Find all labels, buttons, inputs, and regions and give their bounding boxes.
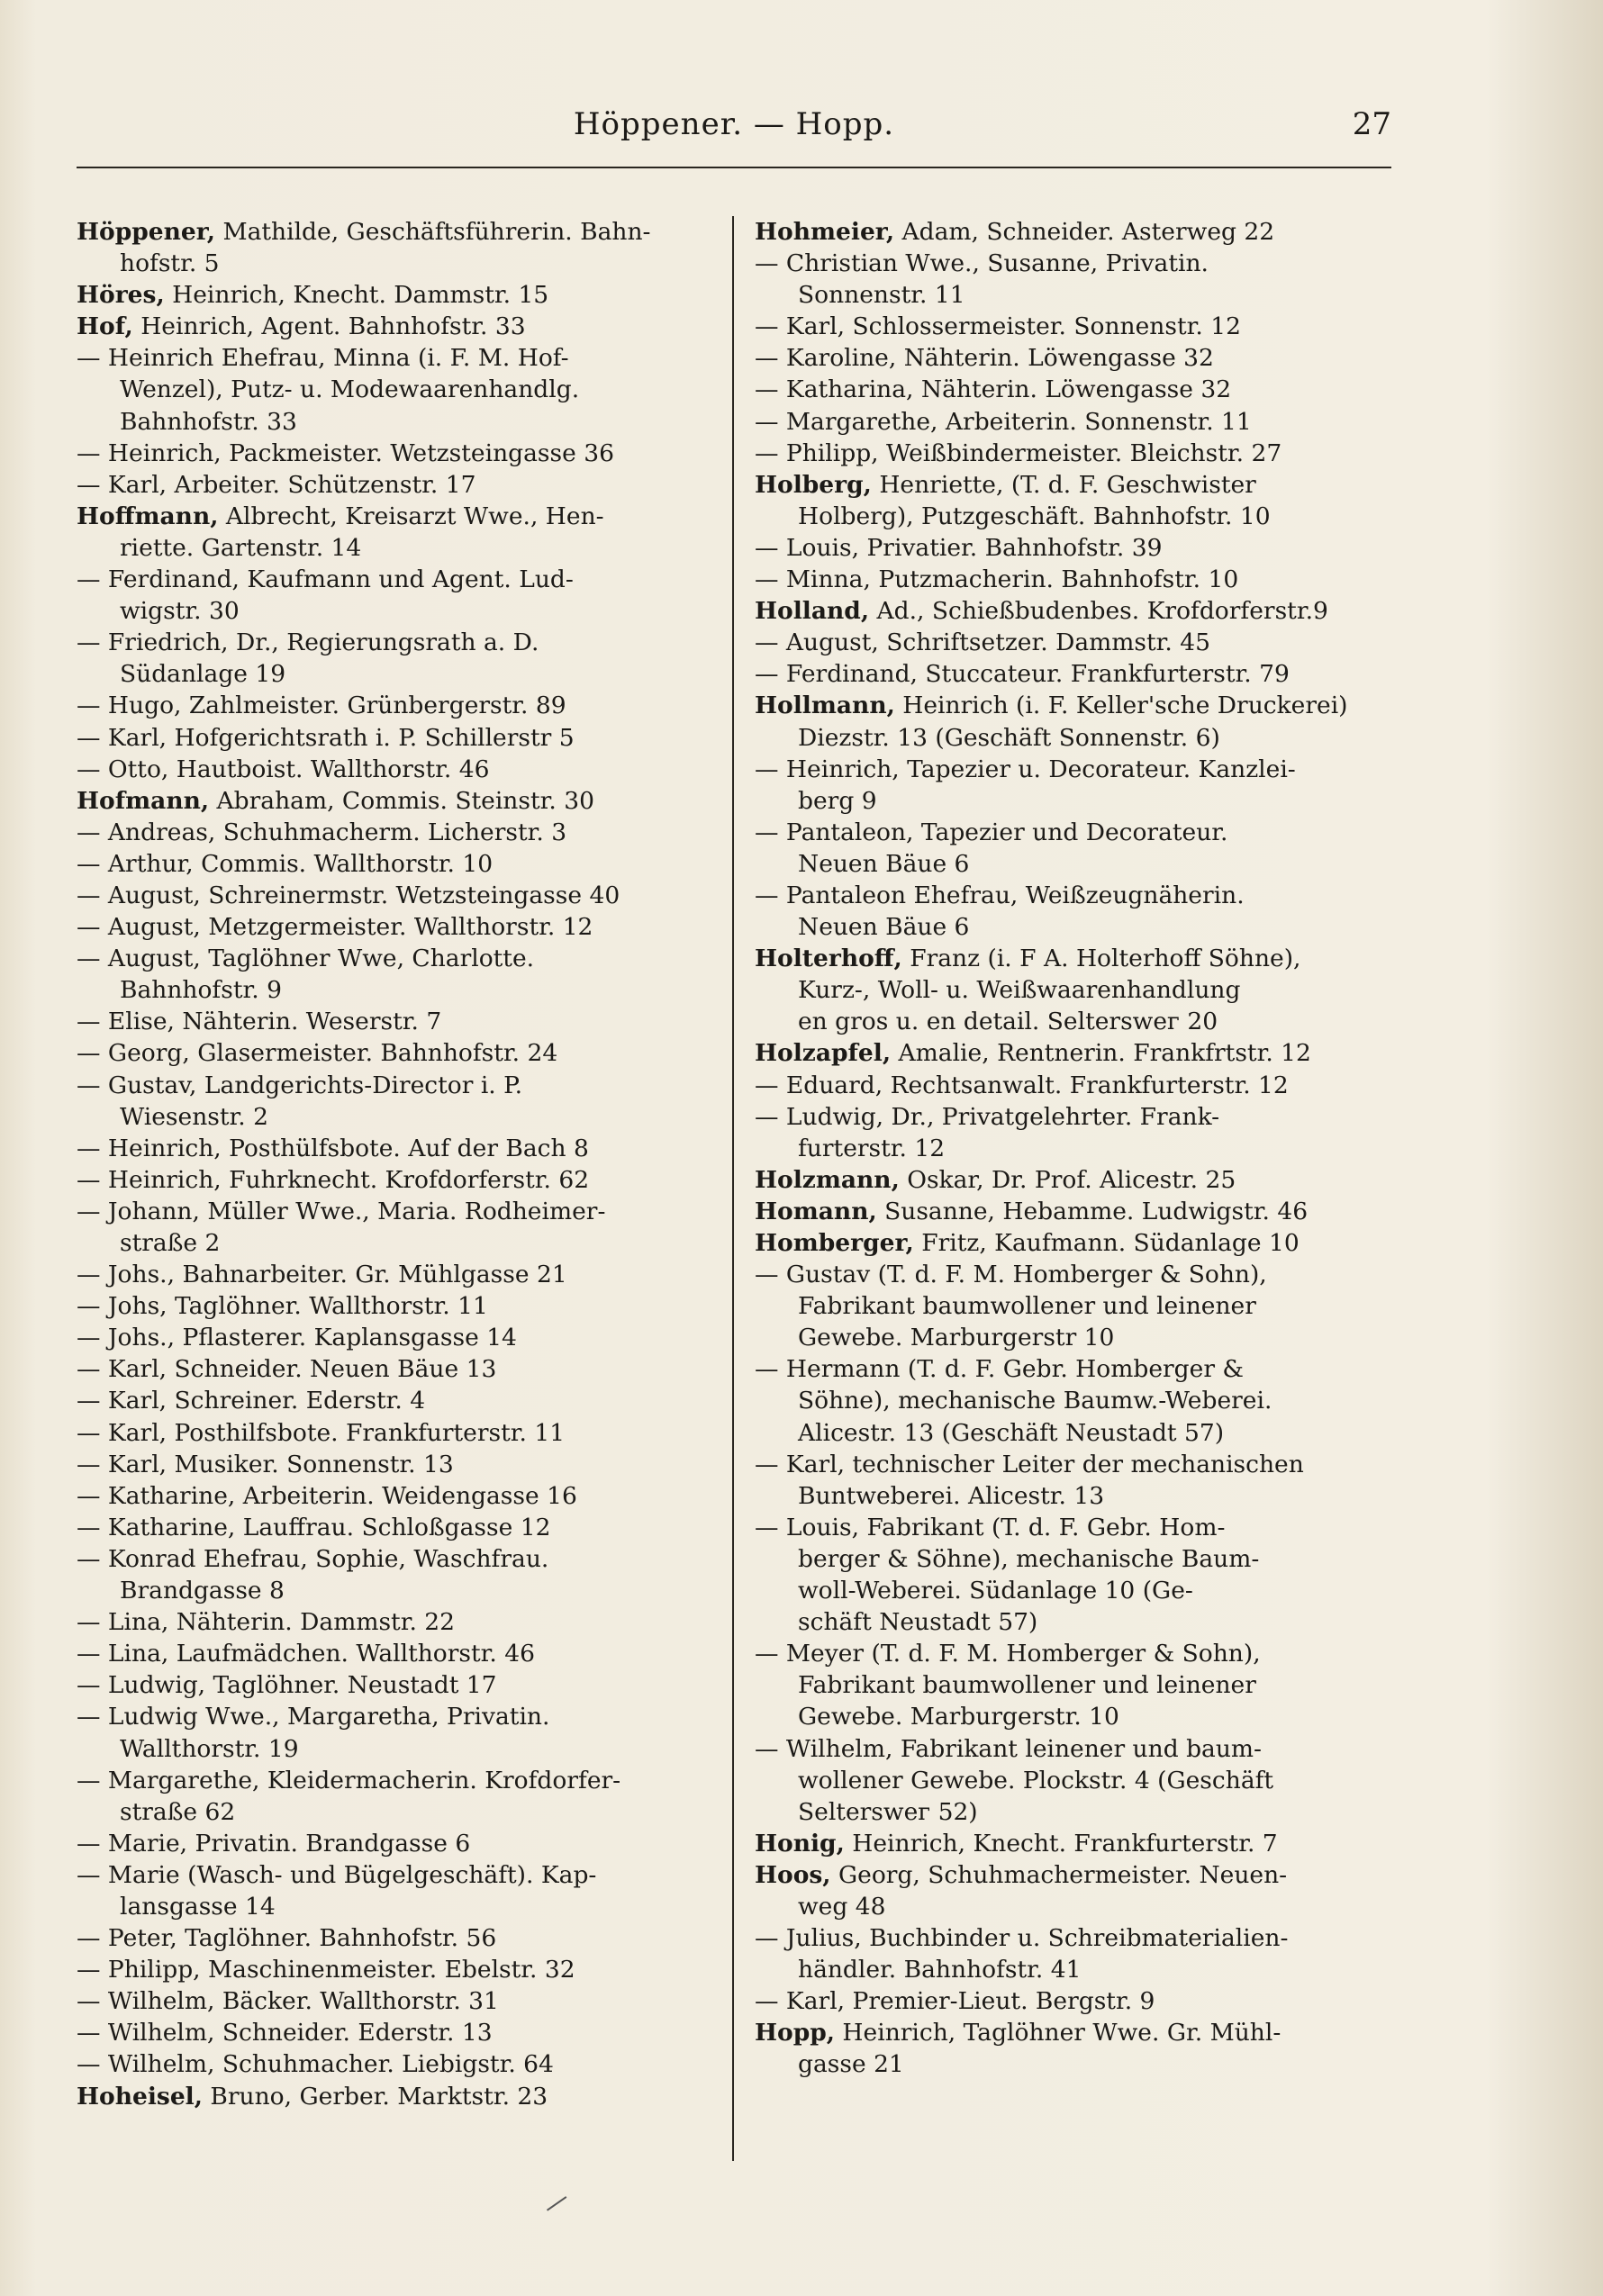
directory-entry-line <box>77 1133 711 1164</box>
entry-text: — Konrad Ehefrau, Sophie, Waschfrau. <box>77 1544 549 1573</box>
entry-text: — Ludwig Wwe., Margaretha, Privatin. <box>77 1703 550 1731</box>
entry-text: Gewebe. Marburgerstr. 10 <box>798 1703 1119 1731</box>
entry-text: Susanne, Hebamme. Ludwigstr. 46 <box>876 1197 1309 1225</box>
entry-text: — Louis, Fabrikant (T. d. F. Gebr. Hom- <box>755 1513 1226 1541</box>
directory-entry-line <box>77 1259 711 1290</box>
entry-text: — Margarethe, Arbeiterin. Sonnenstr. 11 <box>755 407 1252 436</box>
directory-entry-line <box>77 1196 711 1227</box>
directory-entry-line <box>755 406 1391 438</box>
entry-text: Neuen Bäue 6 <box>798 913 970 942</box>
entry-text: — Ferdinand, Stuccateur. Frankfurterstr. 79 <box>755 660 1290 689</box>
entry-text: Oskar, Dr. Prof. Alicestr. 25 <box>899 1165 1236 1194</box>
directory-entry-line <box>77 1290 711 1322</box>
entry-text: — Karl, Premier-Lieut. Bergstr. 9 <box>755 1987 1155 2016</box>
entry-surname: Homann, <box>755 1197 877 1225</box>
directory-entry-line <box>755 1828 1391 1859</box>
directory-entry-line <box>77 1922 711 1954</box>
entry-text: Bahnhofstr. 9 <box>120 976 282 1005</box>
directory-entry-line <box>77 1353 711 1385</box>
directory-entry-line <box>77 1891 711 1922</box>
entry-surname: Hopp, <box>755 2019 835 2047</box>
directory-entry-line <box>755 1638 1391 1669</box>
ink-mark <box>538 2183 567 2210</box>
entry-text: — Marie, Privatin. Brandgasse 6 <box>77 1829 471 1858</box>
entry-text: Diezstr. 13 (Geschäft Sonnenstr. 6) <box>798 723 1220 752</box>
entry-text: weg 48 <box>798 1892 886 1921</box>
directory-entry-line <box>755 1669 1391 1701</box>
directory-entry-line <box>755 880 1391 911</box>
directory-entry-line <box>77 311 711 342</box>
directory-entry-line <box>77 406 711 438</box>
directory-entry-line <box>755 532 1391 564</box>
entry-text: Heinrich, Knecht. Dammstr. 15 <box>164 281 549 310</box>
directory-entry-line <box>755 1385 1391 1416</box>
directory-entry-line <box>77 501 711 532</box>
directory-entry-line <box>77 564 711 595</box>
directory-entry-line <box>77 1669 711 1701</box>
entry-text: — Hermann (T. d. F. Gebr. Homberger & <box>755 1355 1245 1384</box>
entry-text: — Gustav, Landgerichts-Director i. P. <box>77 1071 523 1099</box>
entry-text: — Margarethe, Kleidermacherin. Krofdorfer- <box>77 1766 621 1794</box>
entry-text: — Eduard, Rechtsanwalt. Frankfurterstr. 12 <box>755 1071 1289 1099</box>
entry-text: Abraham, Commis. Steinstr. 30 <box>209 786 594 815</box>
directory-entry-line <box>755 374 1391 405</box>
entry-text: — Karl, Hofgerichtsrath i. P. Schillerstr 5 <box>77 723 575 752</box>
entry-text: — Georg, Glasermeister. Bahnhofstr. 24 <box>77 1039 558 1068</box>
entry-text: — Johann, Müller Wwe., Maria. Rodheimer- <box>77 1197 606 1225</box>
directory-entry-line <box>755 1733 1391 1765</box>
directory-entry-line <box>755 2017 1391 2048</box>
entry-text: — Meyer (T. d. F. M. Homberger & Sohn), <box>755 1640 1261 1668</box>
directory-entry-line <box>755 1259 1391 1290</box>
directory-entry-line <box>77 1385 711 1416</box>
entry-text: — Wilhelm, Fabrikant leinener und baum- <box>755 1734 1262 1763</box>
entry-text: woll-Weberei. Südanlage 10 (Ge- <box>798 1577 1193 1605</box>
entry-text: — Johs, Taglöhner. Wallthorstr. 11 <box>77 1292 488 1321</box>
directory-entry-line <box>77 658 711 690</box>
directory-entry-line <box>77 690 711 721</box>
entry-text: Wallthorstr. 19 <box>120 1734 299 1763</box>
directory-entry-line <box>755 469 1391 501</box>
directory-entry-line <box>755 1796 1391 1828</box>
directory-entry-line <box>755 722 1391 754</box>
directory-entry-line <box>77 880 711 911</box>
directory-entry-line <box>755 1543 1391 1575</box>
directory-entry-line <box>755 564 1391 595</box>
page-header <box>77 106 1391 160</box>
entry-text: — Lina, Laufmädchen. Wallthorstr. 46 <box>77 1640 535 1668</box>
entry-text: — August, Metzgermeister. Wallthorstr. 12 <box>77 913 593 942</box>
entry-text: — Karoline, Nähterin. Löwengasse 32 <box>755 344 1214 373</box>
directory-entry-line <box>77 1606 711 1638</box>
entry-text: Ad., Schießbudenbes. Krofdorferstr.9 <box>869 597 1328 626</box>
directory-entry-line <box>77 1037 711 1069</box>
directory-entry-line <box>755 1164 1391 1196</box>
entry-text: Heinrich, Agent. Bahnhofstr. 33 <box>132 312 526 341</box>
entry-text: wigstr. 30 <box>120 597 240 626</box>
directory-entry-line <box>755 342 1391 374</box>
directory-entry-line <box>755 1480 1391 1512</box>
directory-entry-line <box>755 1133 1391 1164</box>
entry-text: Südanlage 19 <box>120 660 286 689</box>
entry-text: Buntweberei. Alicestr. 13 <box>798 1481 1105 1510</box>
entry-surname: Hof, <box>77 312 133 341</box>
entry-surname: Homberger, <box>755 1229 914 1257</box>
entry-text: — Pantaleon Ehefrau, Weißzeugnäherin. <box>755 881 1245 909</box>
entry-text: — Karl, Schreiner. Ederstr. 4 <box>77 1387 426 1415</box>
directory-entry-line <box>77 342 711 374</box>
directory-entry-line <box>755 817 1391 848</box>
entry-text: — Pantaleon, Tapezier und Decorateur. <box>755 818 1228 846</box>
entry-text: — Heinrich Ehefrau, Minna (i. F. M. Hof- <box>77 344 569 373</box>
directory-entry-line <box>77 1701 711 1732</box>
directory-entry-line <box>755 1449 1391 1480</box>
directory-entry-line <box>77 848 711 880</box>
directory-entry-line <box>755 1891 1391 1922</box>
directory-entry-line <box>755 1606 1391 1638</box>
entry-text: — Karl, technischer Leiter der mechanischen <box>755 1450 1304 1478</box>
directory-entry-line <box>755 658 1391 690</box>
directory-entry-line <box>755 1322 1391 1353</box>
directory-entry-line <box>77 279 711 311</box>
entry-text: wollener Gewebe. Plockstr. 4 (Geschäft <box>798 1766 1274 1794</box>
entry-text: — Hugo, Zahlmeister. Grünbergerstr. 89 <box>77 692 566 720</box>
entry-text: Franz (i. F A. Holterhoff Söhne), <box>901 945 1301 973</box>
entry-text: — Elise, Nähterin. Weserstr. 7 <box>77 1008 442 1036</box>
entry-surname: Hohmeier, <box>755 218 895 246</box>
entry-text: Fabrikant baumwollener und leinener <box>798 1292 1256 1321</box>
left-column <box>77 216 711 2112</box>
directory-entry-line <box>77 754 711 785</box>
directory-entry-line <box>755 2048 1391 2080</box>
page-number: 27 <box>1352 106 1391 142</box>
directory-entry-line <box>77 1070 711 1101</box>
directory-entry-line <box>77 1164 711 1196</box>
entry-surname: Höres, <box>77 281 165 310</box>
entry-text: Söhne), mechanische Baumw.-Weberei. <box>798 1387 1272 1415</box>
directory-entry-line <box>77 216 711 248</box>
directory-entry-line <box>77 1512 711 1543</box>
entry-text: — Ludwig, Taglöhner. Neustadt 17 <box>77 1671 497 1700</box>
entry-surname: Höppener, <box>77 218 216 246</box>
entry-text: — Friedrich, Dr., Regierungsrath a. D. <box>77 628 539 657</box>
entry-surname: Hollmann, <box>755 692 895 720</box>
entry-text: — August, Schreinermstr. Wetzsteingasse 40 <box>77 881 620 909</box>
directory-entry-line <box>77 1765 711 1796</box>
directory-entry-line <box>755 1417 1391 1449</box>
directory-entry-line <box>77 1227 711 1259</box>
entry-text: — Karl, Arbeiter. Schützenstr. 17 <box>77 470 476 499</box>
entry-text: — Marie (Wasch- und Bügelgeschäft). Kap- <box>77 1860 597 1889</box>
entry-text: lansgasse 14 <box>120 1892 276 1921</box>
entry-text: — Christian Wwe., Susanne, Privatin. <box>755 249 1209 278</box>
entry-text: Henriette, (T. d. F. Geschwister <box>871 470 1256 499</box>
entry-text: Albrecht, Kreisarzt Wwe., Hen- <box>218 502 604 530</box>
entry-text: Selterswег 52) <box>798 1797 978 1826</box>
entry-text: — Peter, Taglöhner. Bahnhofstr. 56 <box>77 1924 497 1953</box>
entry-text: — Wilhelm, Schuhmacher. Liebigstr. 64 <box>77 2050 554 2079</box>
entry-text: Bruno, Gerber. Marktstr. 23 <box>202 2082 548 2111</box>
entry-text: Heinrich, Taglöhner Wwe. Gr. Mühl- <box>835 2019 1281 2047</box>
directory-entry-line <box>77 532 711 564</box>
directory-entry-line <box>77 248 711 279</box>
entry-text: — Julius, Buchbinder u. Schreibmaterialien- <box>755 1924 1289 1953</box>
entry-text: — Johs., Bahnarbeiter. Gr. Mühlgasse 21 <box>77 1261 567 1289</box>
entry-text: — Arthur, Commis. Wallthorstr. 10 <box>77 849 494 878</box>
entry-text: — Ludwig, Dr., Privatgelehrter. Frank- <box>755 1102 1220 1131</box>
directory-entry-line <box>77 1575 711 1606</box>
entry-surname: Hoffmann, <box>77 502 219 530</box>
directory-entry-line <box>77 1954 711 1985</box>
entry-text: — Andreas, Schuhmacherm. Licherstr. 3 <box>77 818 567 846</box>
entry-text: — Louis, Privatier. Bahnhofstr. 39 <box>755 533 1163 562</box>
entry-surname: Honig, <box>755 1829 845 1858</box>
directory-entry-line <box>755 1512 1391 1543</box>
directory-entry-line <box>77 2017 711 2048</box>
entry-text: Wiesenstr. 2 <box>120 1102 268 1131</box>
directory-entry-line <box>755 438 1391 469</box>
entry-text: — Heinrich, Tapezier u. Decorateur. Kanzlei- <box>755 755 1296 783</box>
entry-text: — Minna, Putzmacherin. Bahnhofstr. 10 <box>755 565 1239 594</box>
entry-text: — Katharine, Arbeiterin. Weidengasse 16 <box>77 1481 577 1510</box>
directory-entry-line <box>77 817 711 848</box>
entry-text: — Johs., Pflasterer. Kaplansgasse 14 <box>77 1324 517 1352</box>
directory-entry-line <box>755 1859 1391 1891</box>
right-column <box>755 216 1391 2081</box>
entry-text: Brandgasse 8 <box>120 1577 285 1605</box>
directory-entry-line <box>77 1449 711 1480</box>
directory-entry-line <box>77 595 711 627</box>
directory-entry-line <box>755 1922 1391 1954</box>
directory-entry-line <box>77 1733 711 1765</box>
directory-entry-line <box>77 722 711 754</box>
entry-text: berger & Söhne), mechanische Baum- <box>798 1544 1260 1573</box>
directory-entry-line <box>755 627 1391 658</box>
entry-surname: Hoos, <box>755 1860 831 1889</box>
directory-entry-line <box>77 943 711 974</box>
directory-entry-line <box>77 627 711 658</box>
directory-entry-line <box>755 1954 1391 1985</box>
directory-entry-line <box>755 216 1391 248</box>
entry-text: Gewebe. Marburgerstr 10 <box>798 1324 1115 1352</box>
directory-entry-line <box>77 1006 711 1037</box>
entry-text: straße 62 <box>120 1797 236 1826</box>
directory-entry-line <box>755 1765 1391 1796</box>
entry-text: berg 9 <box>798 786 877 815</box>
entry-text: — Karl, Schlossermeister. Sonnenstr. 12 <box>755 312 1241 341</box>
entry-surname: Hoheisel, <box>77 2082 203 2111</box>
column-divider <box>732 216 734 2161</box>
entry-text: — Otto, Hautboist. Wallthorstr. 46 <box>77 755 490 783</box>
directory-entry-line <box>77 1638 711 1669</box>
entry-text: — Karl, Schneider. Neuen Bäue 13 <box>77 1355 497 1384</box>
directory-entry-line <box>77 1985 711 2017</box>
entry-text: — Karl, Musiker. Sonnenstr. 13 <box>77 1450 454 1478</box>
directory-entry-line <box>77 438 711 469</box>
entry-text: en gros u. en detail. Selterswег 20 <box>798 1008 1218 1036</box>
directory-entry-line <box>77 469 711 501</box>
directory-entry-line <box>77 785 711 817</box>
running-title: Höppener. — Hopp. <box>573 106 895 142</box>
entry-surname: Hofmann, <box>77 786 210 815</box>
entry-text: Fritz, Kaufmann. Südanlage 10 <box>913 1229 1300 1257</box>
entry-text: Adam, Schneider. Asterweg 22 <box>894 218 1275 246</box>
entry-text: Wenzel), Putz- u. Modewaarenhandlg. <box>120 375 580 404</box>
directory-entry-line <box>755 279 1391 311</box>
entry-text: — Lina, Nähterin. Dammstr. 22 <box>77 1608 456 1637</box>
directory-entry-line <box>77 1322 711 1353</box>
directory-entry-line <box>755 1196 1391 1227</box>
directory-entry-line <box>755 311 1391 342</box>
directory-entry-line <box>755 248 1391 279</box>
entry-text: Sonnenstr. 11 <box>798 281 965 310</box>
directory-entry-line <box>755 501 1391 532</box>
directory-entry-line <box>77 1796 711 1828</box>
entry-text: riette. Gartenstr. 14 <box>120 533 362 562</box>
directory-entry-line <box>755 1227 1391 1259</box>
directory-entry-line <box>77 1480 711 1512</box>
entry-text: — Gustav (T. d. F. M. Homberger & Sohn), <box>755 1261 1267 1289</box>
entry-text: — Philipp, Maschinenmeister. Ebelstr. 32 <box>77 1956 575 1984</box>
entry-text: Alicestr. 13 (Geschäft Neustadt 57) <box>798 1418 1225 1447</box>
directory-entry-line <box>77 374 711 405</box>
entry-text: Heinrich (i. F. Keller'sche Druckerei) <box>894 692 1348 720</box>
directory-entry-line <box>77 974 711 1006</box>
entry-surname: Holland, <box>755 597 870 626</box>
entry-text: hofstr. 5 <box>120 249 220 278</box>
directory-entry-line <box>755 1575 1391 1606</box>
entry-text: — Philipp, Weißbindermeister. Bleichstr. 27 <box>755 438 1282 467</box>
entry-surname: Holterhoff, <box>755 945 902 973</box>
entry-text: straße 2 <box>120 1229 221 1257</box>
directory-entry-line <box>77 1859 711 1891</box>
entry-text: — Heinrich, Posthülfsbote. Auf der Bach 8 <box>77 1134 589 1162</box>
directory-entry-line <box>755 1353 1391 1385</box>
directory-entry-line <box>77 1828 711 1859</box>
entry-text: Bahnhofstr. 33 <box>120 407 297 436</box>
entry-text: — Katharina, Nähterin. Löwengasse 32 <box>755 375 1232 404</box>
entry-text: Kurz-, Woll- u. Weißwaarenhandlung <box>798 976 1241 1005</box>
entry-text: furterstr. 12 <box>798 1134 946 1162</box>
directory-entry-line <box>755 754 1391 785</box>
header-rule <box>77 167 1391 168</box>
entry-text: Neuen Bäue 6 <box>798 849 970 878</box>
entry-text: schäft Neustadt 57) <box>798 1608 1038 1637</box>
directory-entry-line <box>755 595 1391 627</box>
directory-entry-line <box>755 1701 1391 1732</box>
entry-surname: Holberg, <box>755 470 872 499</box>
directory-entry-line <box>77 1101 711 1133</box>
entry-text: — Karl, Posthilfsbote. Frankfurterstr. 11 <box>77 1418 566 1447</box>
entry-text: — August, Taglöhner Wwe, Charlotte. <box>77 945 535 973</box>
entry-text: Amalie, Rentnerin. Frankfrtstr. 12 <box>891 1039 1311 1068</box>
entry-text: gasse 21 <box>798 2050 904 2079</box>
entry-text: — Katharine, Lauffrau. Schloßgasse 12 <box>77 1513 551 1541</box>
directory-entry-line <box>755 911 1391 943</box>
directory-entry-line <box>755 690 1391 721</box>
entry-text: Mathilde, Geschäftsführerin. Bahn- <box>215 218 651 246</box>
entry-text: Holberg), Putzgeschäft. Bahnhofstr. 10 <box>798 502 1271 530</box>
entry-surname: Holzapfel, <box>755 1039 892 1068</box>
entry-text: Georg, Schuhmachermeister. Neuen- <box>830 1860 1288 1889</box>
entry-text: — Heinrich, Fuhrknecht. Krofdorferstr. 62 <box>77 1165 590 1194</box>
directory-entry-line <box>755 1101 1391 1133</box>
entry-text: Fabrikant baumwollener und leinener <box>798 1671 1256 1700</box>
directory-entry-line <box>755 1290 1391 1322</box>
directory-entry-line <box>755 943 1391 974</box>
entry-text: — August, Schriftsetzer. Dammstr. 45 <box>755 628 1210 657</box>
entry-text: — Ferdinand, Kaufmann und Agent. Lud- <box>77 565 574 594</box>
entry-text: händler. Bahnhofstr. 41 <box>798 1956 1082 1984</box>
entry-surname: Holzmann, <box>755 1165 900 1194</box>
directory-entry-line <box>755 1070 1391 1101</box>
directory-entry-line <box>77 911 711 943</box>
entry-text: — Wilhelm, Schneider. Ederstr. 13 <box>77 2019 493 2047</box>
directory-entry-line <box>755 848 1391 880</box>
directory-entry-line <box>77 2081 711 2112</box>
directory-entry-line <box>755 785 1391 817</box>
directory-entry-line <box>755 974 1391 1006</box>
entry-text: — Heinrich, Packmeister. Wetzsteingasse 36 <box>77 438 614 467</box>
entry-text: Heinrich, Knecht. Frankfurterstr. 7 <box>844 1829 1278 1858</box>
entry-text: — Wilhelm, Bäcker. Wallthorstr. 31 <box>77 1987 499 2016</box>
directory-entry-line <box>77 1543 711 1575</box>
directory-entry-line <box>77 1417 711 1449</box>
directory-entry-line <box>755 1006 1391 1037</box>
directory-entry-line <box>77 2048 711 2080</box>
directory-entry-line <box>755 1037 1391 1069</box>
directory-entry-line <box>755 1985 1391 2017</box>
